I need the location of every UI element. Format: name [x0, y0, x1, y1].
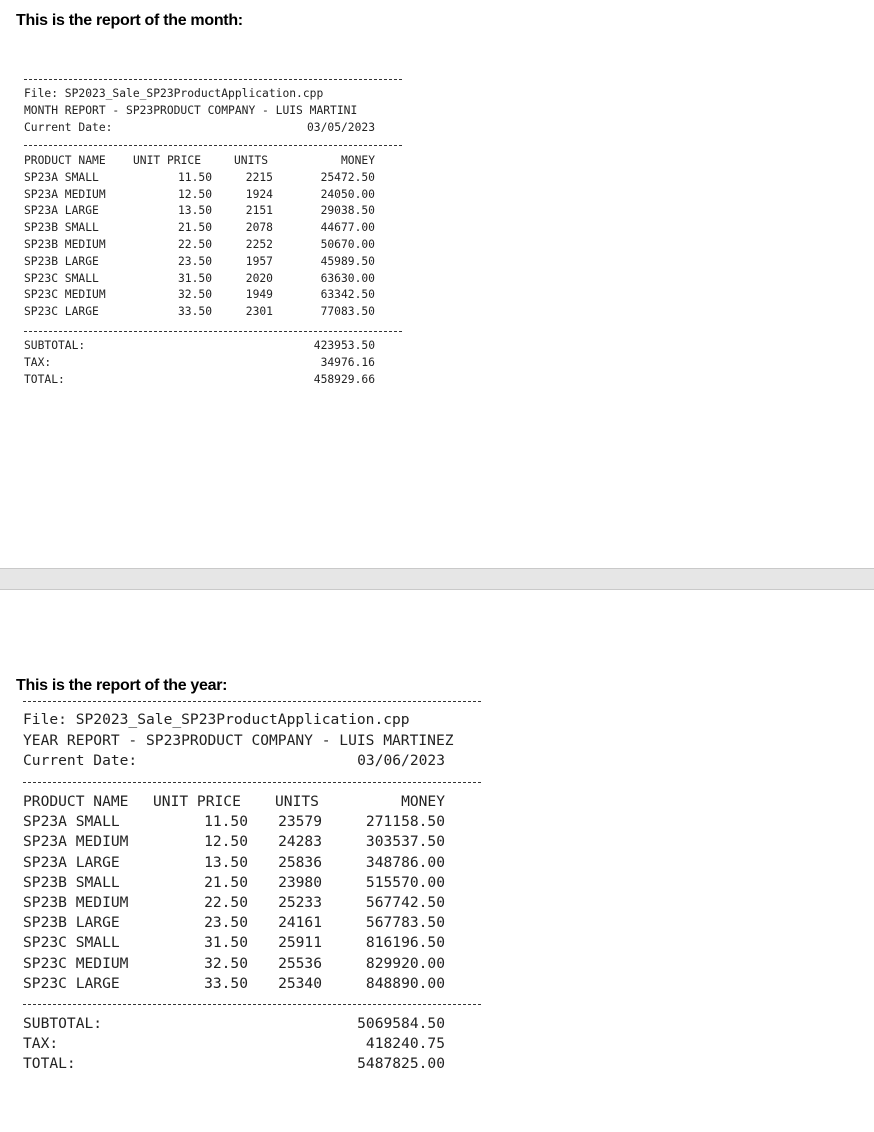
column-header-money: MONEY	[401, 793, 445, 810]
unit-price-cell: 33.50	[204, 974, 248, 992]
units-cell: 2020	[245, 271, 273, 285]
units-cell: 24161	[278, 914, 322, 932]
product-name-cell: SP23B MEDIUM	[24, 238, 106, 251]
column-header-units: UNITS	[275, 793, 319, 810]
subtotal-value: 5069584.50	[357, 1015, 445, 1032]
top-dashed-rule	[24, 79, 402, 80]
money-cell: 29038.50	[320, 204, 375, 218]
column-header-money: MONEY	[340, 154, 375, 167]
current-date-label: Current Date:	[24, 121, 113, 134]
money-cell: 515570.00	[365, 873, 445, 891]
totals-dashed-rule	[24, 331, 402, 332]
report-title-line: MONTH REPORT - SP23PRODUCT COMPANY - LUIS MARTINI	[24, 104, 358, 117]
money-cell: 303537.50	[365, 833, 445, 851]
file-name-line: File: SP2023_Sale_SP23ProductApplication.cpp	[23, 711, 410, 728]
product-name-cell: SP23A LARGE	[23, 853, 120, 871]
product-name-cell: SP23C MEDIUM	[23, 954, 129, 972]
month-report-block	[24, 72, 402, 392]
total-value: 458929.66	[313, 372, 375, 386]
unit-price-cell: 23.50	[204, 914, 248, 932]
money-cell: 848890.00	[365, 974, 445, 992]
product-name-cell: SP23A MEDIUM	[24, 187, 106, 201]
report-title-line: YEAR REPORT - SP23PRODUCT COMPANY - LUIS MARTINEZ	[23, 732, 454, 749]
unit-price-cell: 33.50	[177, 305, 212, 319]
unit-price-cell: 23.50	[177, 254, 212, 268]
file-name-line: File: SP2023_Sale_SP23ProductApplication.cpp	[24, 87, 324, 100]
product-name-cell: SP23C SMALL	[23, 934, 120, 952]
year-report-block	[23, 695, 483, 1085]
tax-label: TAX:	[24, 355, 52, 369]
units-cell: 25536	[278, 954, 322, 972]
product-name-cell: SP23B SMALL	[23, 873, 120, 891]
subtotal-label: SUBTOTAL:	[24, 339, 86, 352]
unit-price-cell: 12.50	[204, 833, 248, 851]
product-name-cell: SP23C LARGE	[23, 974, 120, 992]
subtotal-value: 423953.50	[313, 339, 375, 352]
unit-price-cell: 32.50	[177, 288, 212, 302]
tax-value: 418240.75	[365, 1035, 445, 1053]
money-cell: 829920.00	[365, 954, 445, 972]
units-cell: 23980	[278, 873, 322, 891]
total-value: 5487825.00	[357, 1055, 445, 1073]
money-cell: 50670.00	[320, 238, 375, 251]
unit-price-cell: 13.50	[177, 204, 212, 218]
money-cell: 567783.50	[365, 914, 445, 932]
units-cell: 2301	[245, 305, 273, 319]
units-cell: 1949	[245, 288, 273, 302]
column-header-unit-price: UNIT PRICE	[133, 154, 202, 167]
units-cell: 1924	[245, 187, 273, 201]
unit-price-cell: 31.50	[204, 934, 248, 952]
units-cell: 24283	[278, 833, 322, 851]
product-name-cell: SP23A LARGE	[24, 204, 99, 218]
column-header-units: UNITS	[234, 154, 269, 167]
unit-price-cell: 22.50	[204, 894, 248, 911]
product-name-cell: SP23A MEDIUM	[23, 833, 129, 851]
column-header-product-name: PRODUCT NAME	[24, 154, 106, 167]
unit-price-cell: 22.50	[177, 238, 212, 251]
current-date-label: Current Date:	[23, 752, 138, 769]
units-cell: 2252	[245, 238, 273, 251]
money-cell: 77083.50	[320, 305, 375, 319]
column-header-product-name: PRODUCT NAME	[23, 793, 129, 810]
units-cell: 2078	[245, 221, 273, 235]
unit-price-cell: 11.50	[177, 170, 212, 184]
product-name-cell: SP23C LARGE	[24, 305, 99, 319]
product-name-cell: SP23B LARGE	[24, 254, 99, 268]
unit-price-cell: 31.50	[177, 271, 212, 285]
product-name-cell: SP23A SMALL	[23, 813, 120, 831]
money-cell: 63630.00	[320, 271, 375, 285]
units-cell: 2151	[245, 204, 273, 218]
units-cell: 25233	[278, 894, 322, 911]
money-cell: 567742.50	[365, 894, 445, 911]
header-dashed-rule	[23, 782, 481, 783]
current-date-value: 03/05/2023	[306, 121, 375, 134]
tax-label: TAX:	[23, 1035, 59, 1053]
subtotal-label: SUBTOTAL:	[23, 1015, 103, 1032]
unit-price-cell: 12.50	[177, 187, 212, 201]
unit-price-cell: 13.50	[204, 853, 248, 871]
unit-price-cell: 32.50	[204, 954, 248, 972]
current-date-value: 03/06/2023	[357, 752, 445, 769]
year-report-heading: This is the report of the year:	[16, 677, 228, 694]
units-cell: 25836	[278, 853, 322, 871]
product-name-cell: SP23C SMALL	[24, 271, 99, 285]
units-cell: 25911	[278, 934, 322, 952]
units-cell: 25340	[278, 974, 322, 992]
header-dashed-rule	[24, 145, 402, 146]
product-name-cell: SP23B MEDIUM	[23, 894, 129, 911]
units-cell: 1957	[245, 254, 273, 268]
money-cell: 348786.00	[365, 853, 445, 871]
unit-price-cell: 21.50	[204, 873, 248, 891]
money-cell: 24050.00	[320, 187, 375, 201]
total-label: TOTAL:	[23, 1055, 76, 1073]
product-name-cell: SP23A SMALL	[24, 170, 99, 184]
top-dashed-rule	[23, 701, 481, 702]
money-cell: 63342.50	[320, 288, 375, 302]
month-report-heading: This is the report of the month:	[16, 12, 243, 29]
column-header-unit-price: UNIT PRICE	[153, 793, 241, 810]
money-cell: 44677.00	[320, 221, 375, 235]
product-name-cell: SP23B SMALL	[24, 221, 99, 235]
tax-value: 34976.16	[320, 355, 375, 369]
product-name-cell: SP23B LARGE	[23, 914, 120, 932]
units-cell: 2215	[245, 170, 273, 184]
units-cell: 23579	[278, 813, 322, 831]
section-divider-bar	[0, 568, 874, 590]
money-cell: 25472.50	[320, 170, 375, 184]
unit-price-cell: 11.50	[204, 813, 248, 831]
money-cell: 271158.50	[365, 813, 445, 831]
totals-dashed-rule	[23, 1004, 481, 1005]
money-cell: 816196.50	[365, 934, 445, 952]
unit-price-cell: 21.50	[177, 221, 212, 235]
money-cell: 45989.50	[320, 254, 375, 268]
product-name-cell: SP23C MEDIUM	[24, 288, 106, 302]
total-label: TOTAL:	[24, 372, 65, 386]
